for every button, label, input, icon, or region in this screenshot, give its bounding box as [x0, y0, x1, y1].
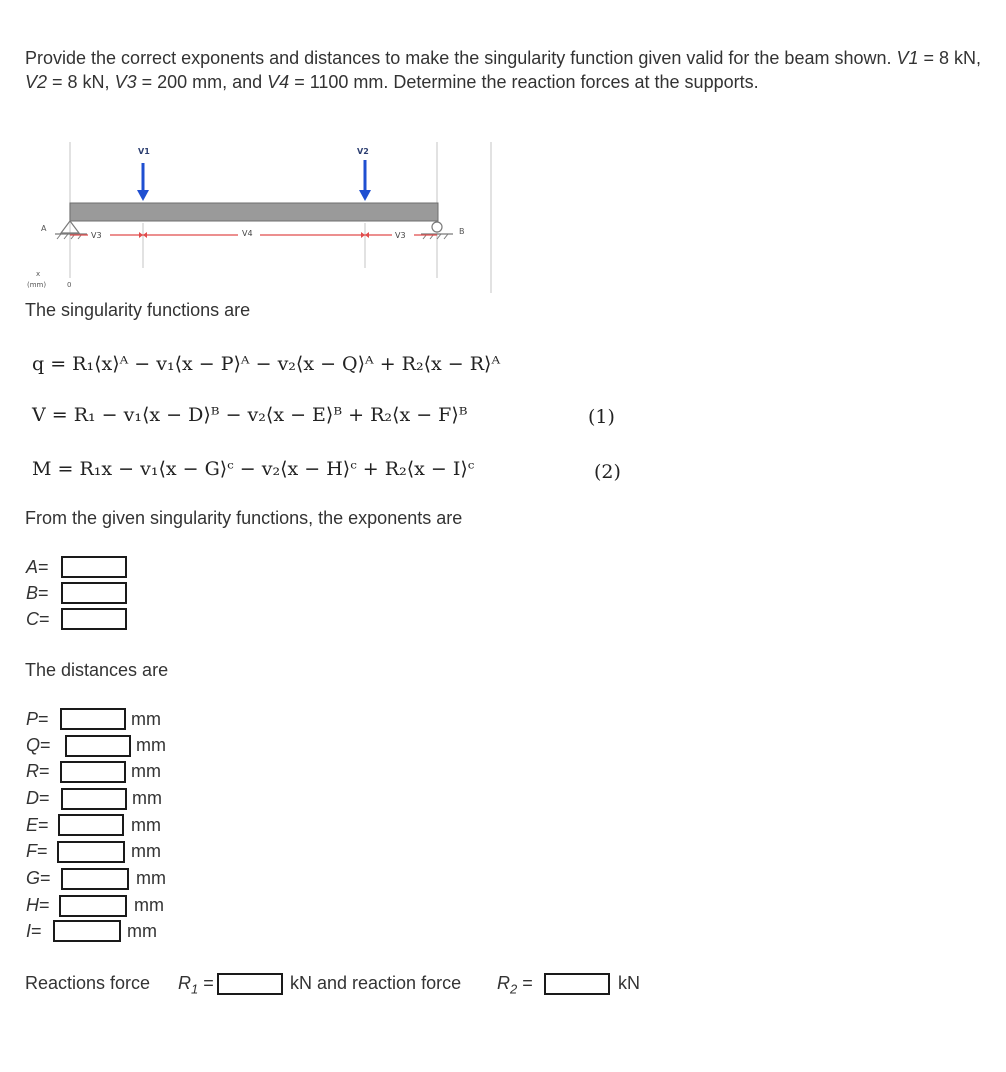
- reactions-prefix: Reactions force: [25, 973, 151, 993]
- distance-q-label: Q=: [26, 735, 51, 755]
- dim-v3-left: V3: [91, 231, 102, 240]
- axis-origin-label: 0: [67, 281, 72, 289]
- exponent-a-input[interactable]: [61, 556, 127, 578]
- reaction-r2-input[interactable]: [544, 973, 610, 995]
- distance-e-input[interactable]: [58, 814, 124, 836]
- equation-number-2: (2): [594, 461, 621, 483]
- distance-g-label: G=: [26, 868, 51, 888]
- distance-h-label: H=: [26, 895, 50, 915]
- distance-p-label: P=: [26, 709, 49, 729]
- reaction-r1-input[interactable]: [217, 973, 283, 995]
- support-b-label: B: [459, 227, 465, 236]
- exponent-c-input[interactable]: [61, 608, 127, 630]
- singularity-heading: The singularity functions are: [25, 300, 251, 320]
- distance-r-unit: mm: [131, 761, 161, 781]
- exponent-b-input[interactable]: [61, 582, 127, 604]
- exponent-c-label: C=: [26, 609, 50, 629]
- distance-e-unit: mm: [131, 815, 161, 835]
- distance-f-unit: mm: [131, 841, 161, 861]
- distance-e-label: E=: [26, 815, 49, 835]
- equation-v: V = R₁ − v₁⟨x − D⟩ᴮ − v₂⟨x − E⟩ᴮ + R₂⟨x − F⟩ᴮ: [32, 404, 468, 426]
- distance-p-unit: mm: [131, 709, 161, 729]
- r2-symbol: $R_2$ =: [497, 973, 533, 997]
- equation-m: M = R₁x − v₁⟨x − G⟩ᶜ − v₂⟨x − H⟩ᶜ + R₂⟨x − I⟩ᶜ: [32, 458, 475, 480]
- distance-p-input[interactable]: [60, 708, 126, 730]
- axis-unit-label: (mm): [27, 281, 47, 289]
- reactions-unit: kN: [618, 973, 640, 993]
- exponents-heading: From the given singularity functions, the exponents are: [25, 508, 463, 528]
- beam-figure: [25, 138, 495, 298]
- distance-i-label: I=: [26, 921, 42, 941]
- distance-d-label: D=: [26, 788, 50, 808]
- distance-q-input[interactable]: [65, 735, 131, 757]
- equation-q: q = R₁⟨x⟩ᴬ − v₁⟨x − P⟩ᴬ − v₂⟨x − Q⟩ᴬ + R₂⟨x − R⟩ᴬ: [32, 353, 501, 375]
- distance-i-input[interactable]: [53, 920, 121, 942]
- distance-f-input[interactable]: [57, 841, 125, 863]
- distance-r-label: R=: [26, 761, 50, 781]
- distance-g-unit: mm: [136, 868, 166, 888]
- support-b-roller: [432, 222, 442, 232]
- dim-v4: V4: [242, 229, 253, 238]
- support-a-label: A: [41, 224, 47, 233]
- exponent-a-label: A=: [26, 557, 49, 577]
- reactions-middle: kN and reaction force: [290, 973, 462, 993]
- beam: [70, 203, 438, 221]
- distance-q-unit: mm: [136, 735, 166, 755]
- distance-h-unit: mm: [134, 895, 164, 915]
- distance-i-unit: mm: [127, 921, 157, 941]
- distances-heading: The distances are: [25, 660, 169, 680]
- load-v2-label: V2: [357, 147, 369, 156]
- r1-symbol: $R_1$ =: [178, 973, 214, 997]
- distance-g-input[interactable]: [61, 868, 129, 890]
- distance-d-input[interactable]: [61, 788, 127, 810]
- axis-x-label: x: [36, 270, 41, 278]
- distance-h-input[interactable]: [59, 895, 127, 917]
- problem-statement: Provide the correct exponents and distances to make the singularity function given valid for the beam shown. V1 = 8 kN, V2 = 8 kN, V3 = 200 mm, and V4 = 1100 mm. Determine the reaction forces at the supports.: [25, 48, 982, 92]
- load-v1-label: V1: [138, 147, 150, 156]
- equation-number-1: (1): [588, 406, 615, 428]
- distance-f-label: F=: [26, 841, 48, 861]
- dim-v3-right: V3: [395, 231, 406, 240]
- distance-d-unit: mm: [132, 788, 162, 808]
- exponent-b-label: B=: [26, 583, 49, 603]
- distance-r-input[interactable]: [60, 761, 126, 783]
